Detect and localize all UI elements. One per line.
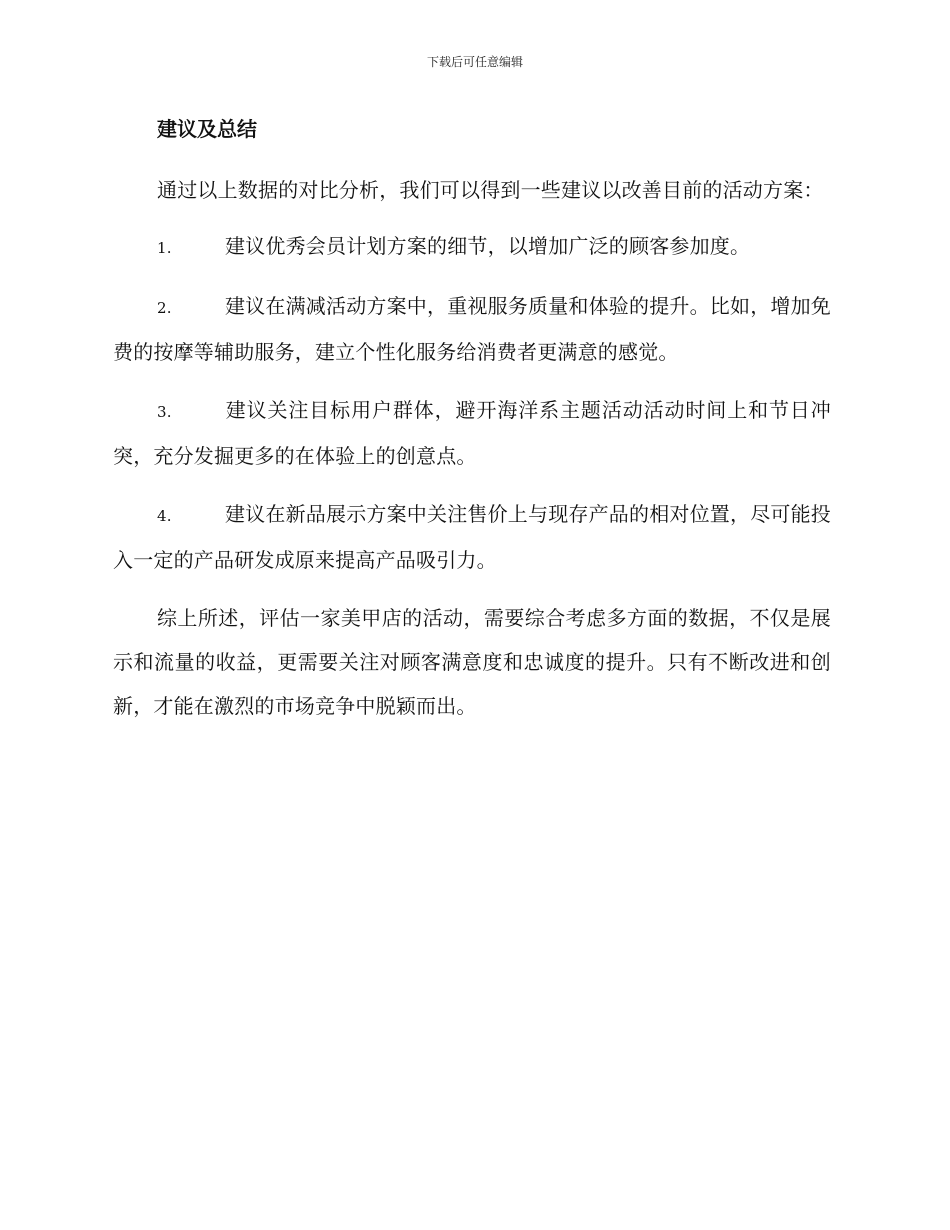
list-item-1 bbox=[113, 224, 831, 270]
list-item-4 bbox=[113, 492, 831, 582]
list-item-text: 建议关注目标用户群体，避开海洋系主题活动活动时间上和节日冲突，充分发掘更多的在体验上的创意点。 bbox=[113, 398, 831, 468]
list-item-2 bbox=[113, 284, 831, 374]
page-header: 下载后可任意编辑 bbox=[426, 55, 523, 69]
summary-paragraph: 综上所述，评估一家美甲店的活动，需要综合考虑多方面的数据，不仅是展示和流量的收益，更需要关注对顾客满意度和忠诚度的提升。只有不断改进和创新，才能在激烈的市场竞争中脱颖而出。 bbox=[113, 606, 831, 718]
list-number: 2. bbox=[157, 299, 172, 317]
list-number: 3. bbox=[157, 403, 172, 421]
document-body bbox=[113, 112, 831, 728]
list-number: 1. bbox=[157, 239, 172, 257]
list-item-text: 建议在新品展示方案中关注售价上与现存产品的相对位置，尽可能投入一定的产品研发成原来提高产品吸引力。 bbox=[113, 502, 831, 572]
list-item-text: 建议优秀会员计划方案的细节，以增加广泛的顾客参加度。 bbox=[225, 234, 751, 258]
list-item-text: 建议在满减活动方案中，重视服务质量和体验的提升。比如，增加免费的按摩等辅助服务，建立个性化服务给消费者更满意的感觉。 bbox=[113, 294, 831, 364]
list-number: 4. bbox=[157, 507, 172, 525]
intro-paragraph: 通过以上数据的对比分析，我们可以得到一些建议以改善目前的活动方案： bbox=[157, 178, 824, 202]
list-item-3 bbox=[113, 388, 831, 478]
section-title: 建议及总结 bbox=[157, 117, 257, 141]
